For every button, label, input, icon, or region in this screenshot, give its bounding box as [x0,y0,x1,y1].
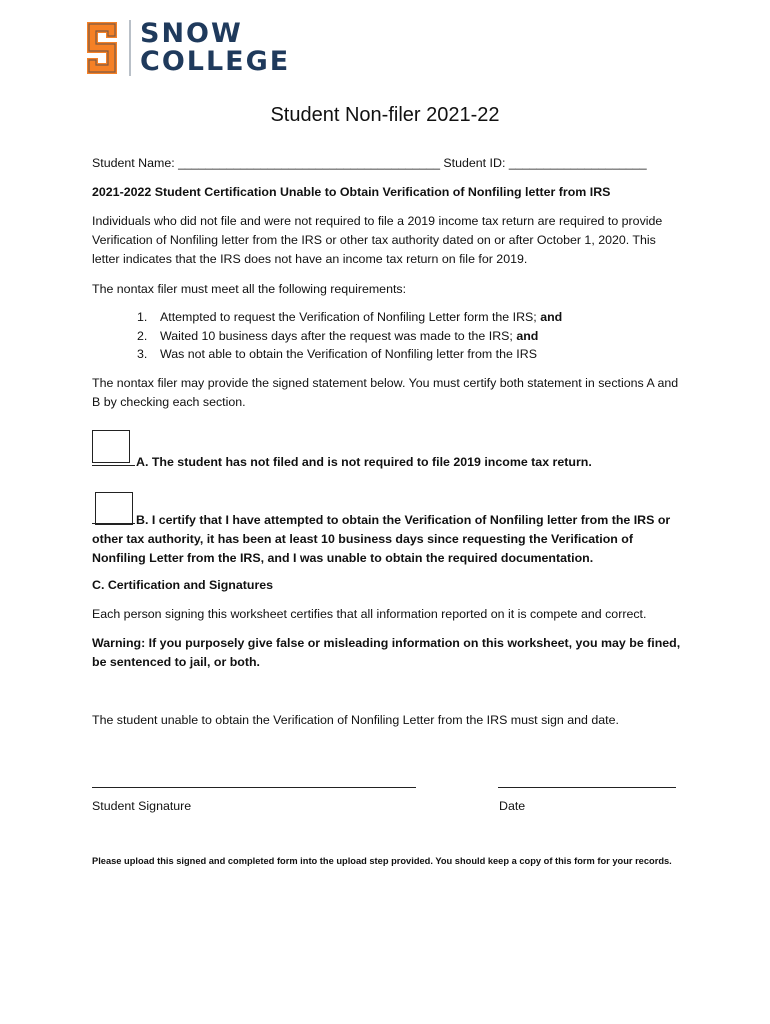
section-b-row [92,510,684,568]
intro-paragraph: Individuals who did not file and were not required to file a 2019 income tax return are required to provide Verification of Nonfiling letter from the IRS or other tax authority dated on or after October 1, 2020. This letter indicates that the IRS does not have an income tax return on file for 2019. [92,214,663,266]
section-c-text: Each person signing this worksheet certifies that all information reported on it is compete and correct. [92,607,647,621]
section-b-text: B. I certify that I have attempted to obtain the Verification of Nonfiling letter from the IRS or other tax authority, it has been at least 10 business days since requesting the Verification of Nonfiling Letter from the IRS, and I was unable to obtain the required documentation. [92,513,671,565]
student-signature-line[interactable] [92,787,416,788]
section-a-row [92,452,692,472]
student-signature-label: Student Signature [92,799,192,813]
date-label: Date [499,799,526,813]
list-item-number: 3. [137,347,148,361]
list-item [137,345,677,364]
section-b-blank [92,510,135,524]
requirements-list [137,308,677,364]
list-item-text: Waited 10 business days after the request was made to the IRS; [160,328,513,343]
snow-college-logo [84,20,290,78]
upload-note: Please upload this signed and completed form into the upload step provided. You should keep a copy of this form for your records. [92,856,672,866]
logo-line-1: SNOW [140,18,243,49]
logo-divider [129,20,131,76]
list-item-number: 2. [137,328,148,343]
section-c-heading: C. Certification and Signatures [92,578,274,592]
list-item [137,327,677,346]
student-name-id-row[interactable]: Student Name: ______________________________________ Student ID: ____________________ [92,156,647,170]
list-item-suffix: and [540,310,563,324]
sign-instruction: The student unable to obtain the Verification of Nonfiling Letter from the IRS must sign and date. [92,713,619,727]
section-a-blank [92,452,135,466]
logo-line-2: COLLEGE [140,46,291,77]
s-shield-icon [84,20,120,76]
statement-intro: The nontax filer may provide the signed statement below. You must certify both statement in sections A and B by checking each section. [92,376,679,409]
list-item-number: 1. [137,310,148,324]
warning-text: Warning: If you purposely give false or misleading information on this worksheet, you may be fined, be sentenced to jail, or both. [92,636,681,669]
list-item-suffix: and [516,328,539,343]
list-item [137,308,677,327]
list-item-text: Was not able to obtain the Verification of Nonfiling letter from the IRS [160,347,537,361]
logo-wordmark [140,20,290,76]
form-title: Student Non-filer 2021-22 [270,104,500,126]
list-item-text: Attempted to request the Verification of Nonfiling Letter form the IRS; [160,310,537,324]
requirements-lead: The nontax filer must meet all the following requirements: [92,282,407,296]
section-a-text: A. The student has not filed and is not required to file 2019 income tax return. [136,455,592,469]
date-line[interactable] [498,787,676,788]
section-heading: 2021-2022 Student Certification Unable to Obtain Verification of Nonfiling letter from IRS [92,185,611,199]
